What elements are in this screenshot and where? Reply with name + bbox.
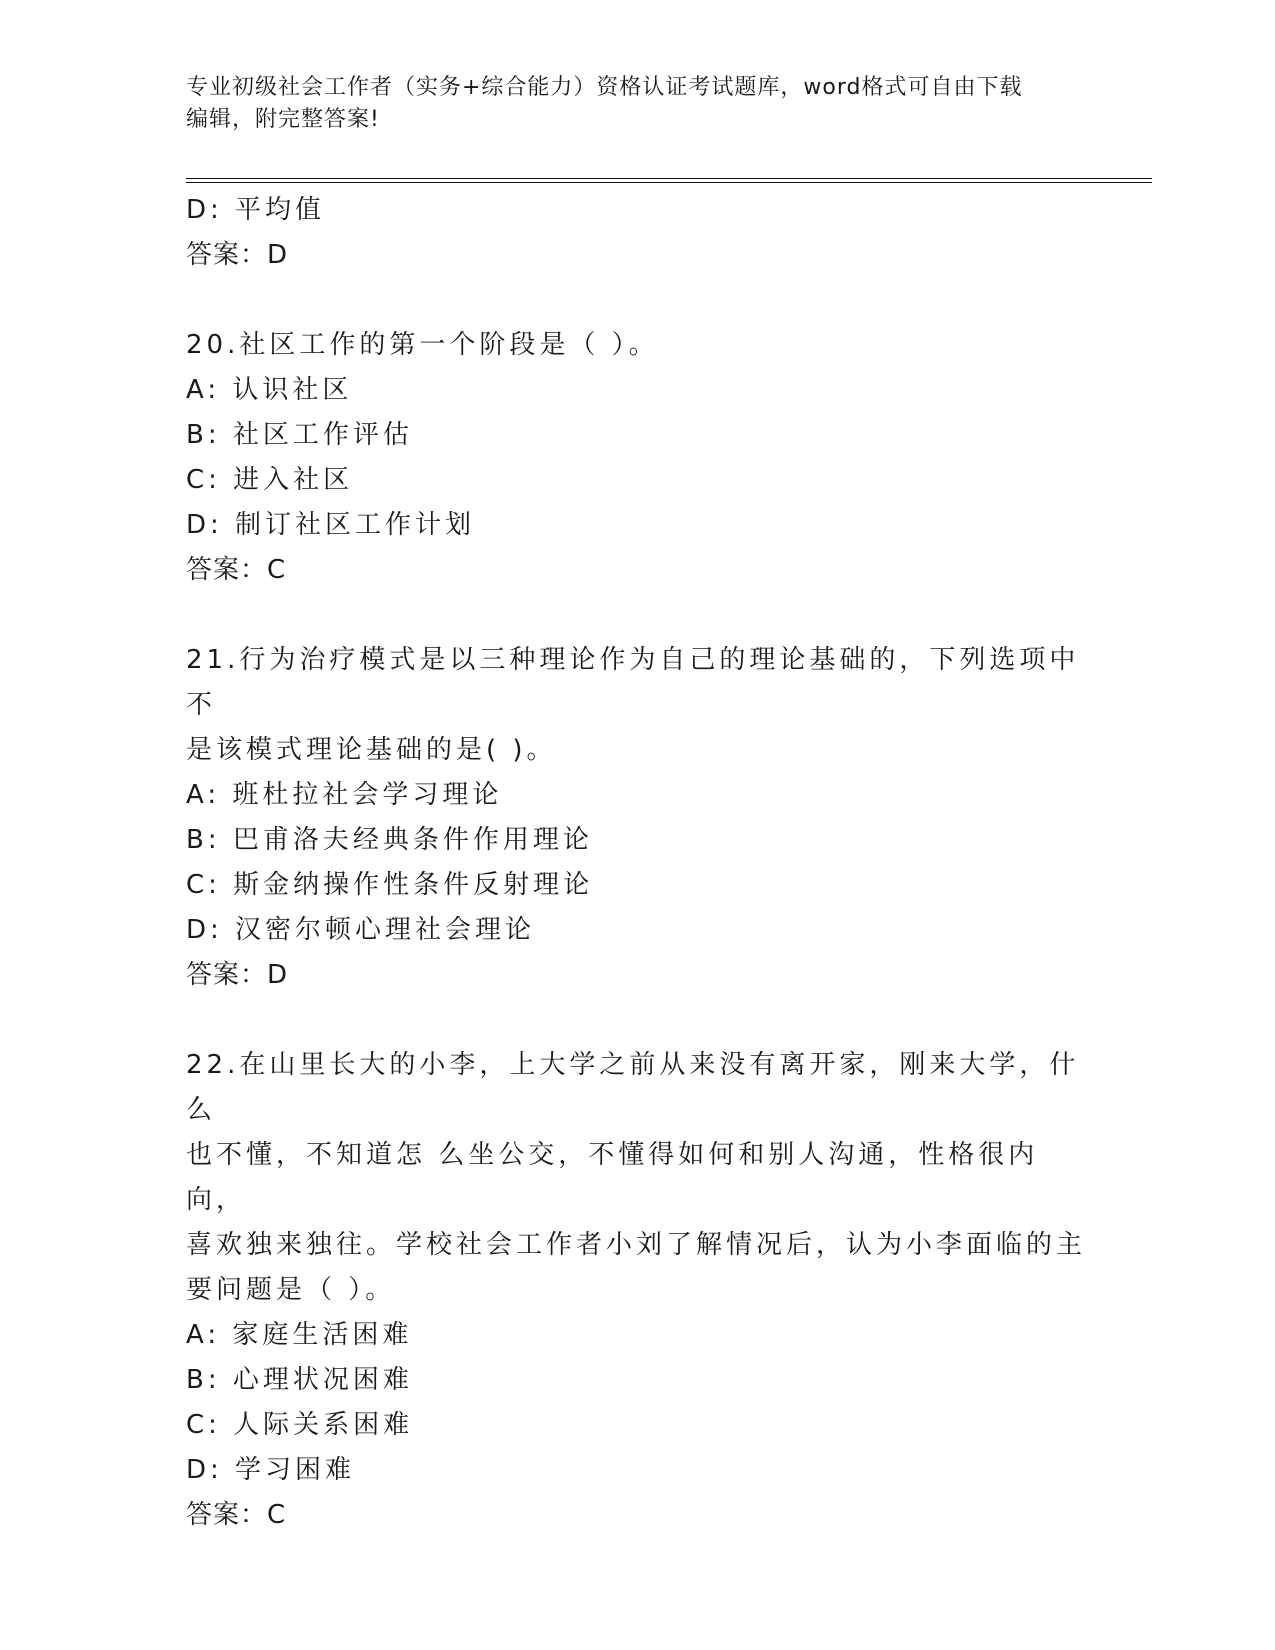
option-c: C: 斯金纳操作性条件反射理论 [186,870,594,900]
question-stem-line: 21.行为治疗模式是以三种理论作为自己的理论基础的，下列选项中不 [186,645,1080,720]
question-22 [186,1043,1086,1538]
option-a: A: 班杜拉社会学习理论 [186,780,503,810]
option-a: A: 家庭生活困难 [186,1320,413,1350]
option-b: B: 社区工作评估 [186,420,413,450]
header-line-2: 编辑，附完整答案! [186,107,380,132]
question-stem-line: 是该模式理论基础的是( )。 [186,735,557,765]
question-21 [186,638,1086,998]
question-content [186,188,1086,1538]
option-d: D: 制订社区工作计划 [186,510,476,540]
question-stem-line: 要问题是（ ）。 [186,1275,396,1305]
option-a: A: 认识社区 [186,375,353,405]
option-d: D: 学习困难 [186,1455,356,1485]
question-stem-line: 20.社区工作的第一个阶段是（ ）。 [186,330,659,360]
page-header [186,72,1086,136]
question-20 [186,323,1086,593]
option-c: C: 进入社区 [186,465,354,495]
header-rule-bottom [186,182,1152,183]
header-line-1: 专业初级社会工作者（实务+综合能力）资格认证考试题库，word格式可自由下载 [186,75,1023,100]
option-b: B: 心理状况困难 [186,1365,413,1395]
option-c: C: 人际关系困难 [186,1410,414,1440]
question-stem-line: 喜欢独来独往。学校社会工作者小刘了解情况后，认为小李面临的主 [186,1230,1087,1260]
question-stem-line: 也不懂，不知道怎 么坐公交，不懂得如何和别人沟通，性格很内向， [186,1140,1039,1215]
option-d: D: 汉密尔顿心理社会理论 [186,915,536,945]
option-b: B: 巴甫洛夫经典条件作用理论 [186,825,593,855]
answer: 答案：C [186,555,287,585]
prev-option-d: D: 平均值 [186,195,326,225]
answer: 答案：C [186,1500,287,1530]
answer: 答案：D [186,960,289,990]
question-stem-line: 22.在山里长大的小李，上大学之前从来没有离开家，刚来大学，什么 [186,1050,1080,1125]
prev-answer: 答案：D [186,240,289,270]
header-rule-top [186,178,1152,179]
